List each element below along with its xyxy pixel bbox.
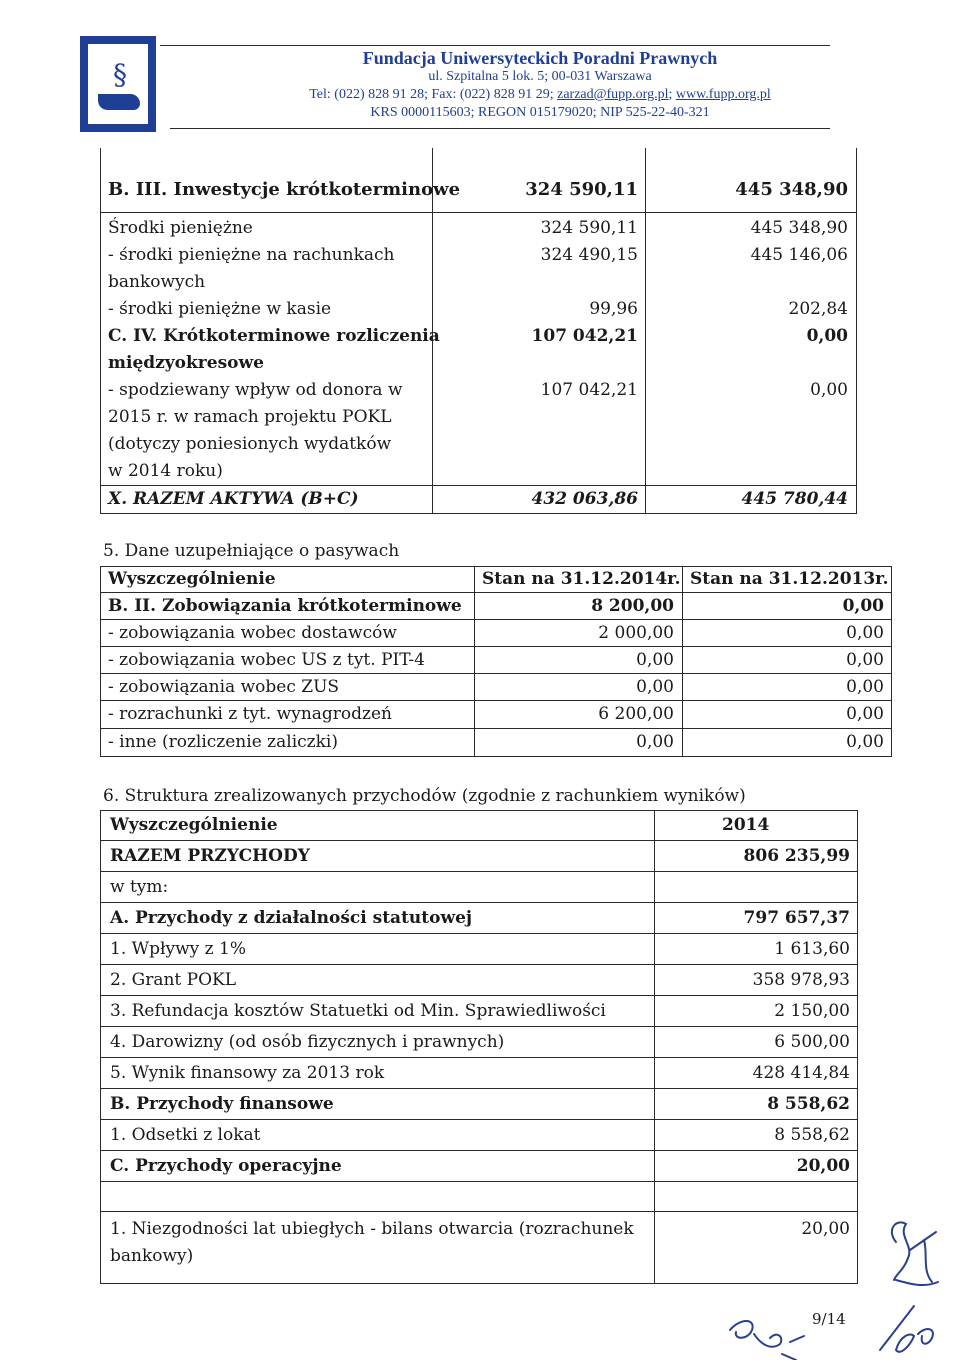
rev-row-label: RAZEM PRZYCHODY	[110, 846, 310, 866]
rev-row-rule	[100, 810, 858, 811]
assets-total-2013: 445 780,44	[741, 489, 848, 509]
rev-divider	[654, 810, 655, 1283]
header-rule-bottom	[170, 128, 830, 129]
liab-value-2014: 0,00	[636, 677, 674, 697]
liab-row-rule	[100, 756, 892, 757]
rev-row-label: B. Przychody finansowe	[110, 1094, 334, 1114]
rev-value: 8 558,62	[774, 1125, 850, 1145]
assets-value-2014: 324 590,11	[540, 218, 638, 238]
rev-value: 1 613,60	[774, 939, 850, 959]
assets-row-rule	[100, 212, 857, 213]
rev-row-rule	[100, 840, 858, 841]
assets-value-2013: 0,00	[806, 326, 848, 346]
rev-row-label: 1. Niezgodności lat ubiegłych - bilans otwarcia (rozrachunek	[110, 1219, 634, 1239]
signature-stroke	[924, 1240, 932, 1282]
rev-row-rule	[100, 1088, 858, 1089]
assets-table-divider-2	[645, 148, 646, 513]
rev-row-label-cont: bankowy)	[110, 1246, 194, 1266]
signature-stroke	[910, 1232, 936, 1250]
liab-value-2013: 0,00	[842, 596, 884, 616]
liab-value-2013: 0,00	[846, 704, 884, 724]
rev-row-rule	[100, 1181, 858, 1182]
liab-value-2014: 8 200,00	[591, 596, 674, 616]
assets-row-label-cont: 2015 r. w ramach projektu POKL	[108, 407, 392, 427]
assets-total-2014: 432 063,86	[531, 489, 638, 509]
rev-border-left	[100, 810, 101, 1283]
assets-row-label-cont: w 2014 roku)	[108, 461, 223, 481]
rev-row-label: 3. Refundacja kosztów Statuetki od Min. Sprawiedliwości	[110, 1001, 606, 1021]
rev-value: 20,00	[796, 1156, 850, 1176]
org-registry: KRS 0000115603; REGON 015179020; NIP 525-22-40-321	[370, 105, 710, 120]
liabilities-heading: 5. Dane uzupełniające o pasywach	[103, 541, 400, 561]
liab-value-2014: 6 200,00	[598, 704, 674, 724]
paragraph-icon: §	[113, 58, 127, 91]
rev-value: 797 657,37	[743, 908, 850, 928]
liab-value-2014: 0,00	[636, 650, 674, 670]
liab-row-label: - rozrachunki z tyt. wynagrodzeń	[108, 704, 393, 724]
rev-row-rule	[100, 964, 858, 965]
assets-value-2014: 107 042,21	[531, 326, 638, 346]
signature-stroke	[754, 1334, 781, 1347]
liab-value-2014: 2 000,00	[598, 623, 674, 643]
assets-value-2013: 445 146,06	[750, 245, 848, 265]
org-name: Fundacja Uniwersyteckich Poradni Prawnych	[362, 48, 718, 68]
contact-phone-fax: Tel: (022) 828 91 28; Fax: (022) 828 91 29;	[309, 87, 558, 102]
assets-value-2014: 324 490,15	[540, 245, 638, 265]
rev-value: 428 414,84	[752, 1063, 850, 1083]
rev-col-header: Wyszczególnienie	[110, 815, 278, 835]
liab-value-2013: 0,00	[846, 623, 884, 643]
rev-value: 20,00	[801, 1219, 850, 1239]
foundation-logo	[80, 36, 156, 132]
org-contact	[240, 87, 840, 103]
rev-row-label: 1. Wpływy z 1%	[110, 939, 246, 959]
contact-separator: ;	[668, 87, 676, 102]
assets-row-label: - środki pieniężne na rachunkach	[108, 245, 395, 265]
liab-row-label: - zobowiązania wobec US z tyt. PIT-4	[108, 650, 425, 670]
assets-value-2014: 107 042,21	[540, 380, 638, 400]
signature-stroke	[918, 1329, 933, 1344]
assets-value-2013: 0,00	[810, 380, 848, 400]
header-rule-top	[160, 45, 830, 46]
assets-row-rule	[100, 513, 857, 514]
assets-row-label: B. III. Inwestycje krótkoterminowe	[108, 179, 461, 200]
rev-row-label: 1. Odsetki z lokat	[110, 1125, 261, 1145]
rev-row-label: 2. Grant POKL	[110, 970, 237, 990]
rev-value: 8 558,62	[767, 1094, 850, 1114]
rev-row-rule	[100, 1026, 858, 1027]
liab-col-2013: Stan na 31.12.2013r.	[690, 569, 889, 589]
rev-value: 358 978,93	[752, 970, 850, 990]
rev-row-label: C. Przychody operacyjne	[110, 1156, 342, 1176]
page-number: 9/14	[812, 1310, 846, 1328]
signature-stroke	[892, 1222, 910, 1280]
signature-stroke	[782, 1354, 796, 1360]
assets-total-label: X. RAZEM AKTYWA (B+C)	[108, 489, 359, 509]
rev-row-label: 5. Wynik finansowy za 2013 rok	[110, 1063, 385, 1083]
assets-row-label-cont: (dotyczy poniesionych wydatków	[108, 434, 392, 454]
assets-row-label-cont: bankowych	[108, 272, 206, 292]
rev-row-label: w tym:	[110, 877, 169, 897]
liab-row-label: - zobowiązania wobec dostawców	[108, 623, 397, 643]
rev-row-rule	[100, 1057, 858, 1058]
rev-col-year: 2014	[722, 815, 770, 835]
rev-row-rule	[100, 995, 858, 996]
rev-row-label: A. Przychody z działalności statutowej	[110, 908, 473, 928]
assets-value-2014: 99,96	[589, 299, 638, 319]
liab-col-header: Wyszczególnienie	[108, 569, 276, 589]
signature-stroke	[896, 1335, 914, 1352]
liab-col-2014: Stan na 31.12.2014r.	[482, 569, 681, 589]
rev-value: 2 150,00	[774, 1001, 850, 1021]
assets-value-2014: 324 590,11	[525, 179, 638, 200]
assets-value-2013: 445 348,90	[750, 218, 848, 238]
assets-row-label: C. IV. Krótkoterminowe rozliczenia	[108, 326, 440, 346]
rev-value: 6 500,00	[774, 1032, 850, 1052]
rev-row-rule	[100, 933, 858, 934]
rev-value: 806 235,99	[743, 846, 850, 866]
liab-value-2013: 0,00	[846, 650, 884, 670]
liab-value-2014: 0,00	[636, 732, 674, 752]
email-link[interactable]: zarzad@fupp.org.pl	[557, 87, 669, 102]
org-address: ul. Szpitalna 5 lok. 5; 00-031 Warszawa	[428, 69, 652, 84]
assets-value-2013: 445 348,90	[735, 179, 848, 200]
assets-row-label-cont: międzyokresowe	[108, 353, 264, 373]
rev-row-label: 4. Darowizny (od osób fizycznych i prawnych)	[110, 1032, 505, 1052]
assets-row-label: Środki pieniężne	[108, 218, 253, 238]
rev-row-rule	[100, 871, 858, 872]
assets-table-border-left	[100, 148, 101, 513]
signature-stroke	[730, 1321, 753, 1338]
rev-row-rule	[100, 1150, 858, 1151]
liab-row-label: - zobowiązania wobec ZUS	[108, 677, 340, 697]
hand-icon	[98, 94, 140, 110]
liab-value-2013: 0,00	[846, 677, 884, 697]
liab-row-label: - inne (rozliczenie zaliczki)	[108, 732, 338, 752]
liab-value-2013: 0,00	[846, 732, 884, 752]
revenue-heading: 6. Struktura zrealizowanych przychodów (zgodnie z rachunkiem wyników)	[103, 786, 746, 806]
rev-row-rule	[100, 902, 858, 903]
assets-row-label: - spodziewany wpływ od donora w	[108, 380, 403, 400]
website-link[interactable]: www.fupp.org.pl	[675, 87, 771, 102]
signature-stroke	[790, 1336, 804, 1342]
handwritten-signatures	[700, 1210, 945, 1360]
assets-table-border-right	[856, 148, 857, 513]
liab-row-label: B. II. Zobowiązania krótkoterminowe	[108, 596, 462, 616]
assets-value-2013: 202,84	[788, 299, 848, 319]
rev-row-rule	[100, 1119, 858, 1120]
assets-row-label: - środki pieniężne w kasie	[108, 299, 332, 319]
